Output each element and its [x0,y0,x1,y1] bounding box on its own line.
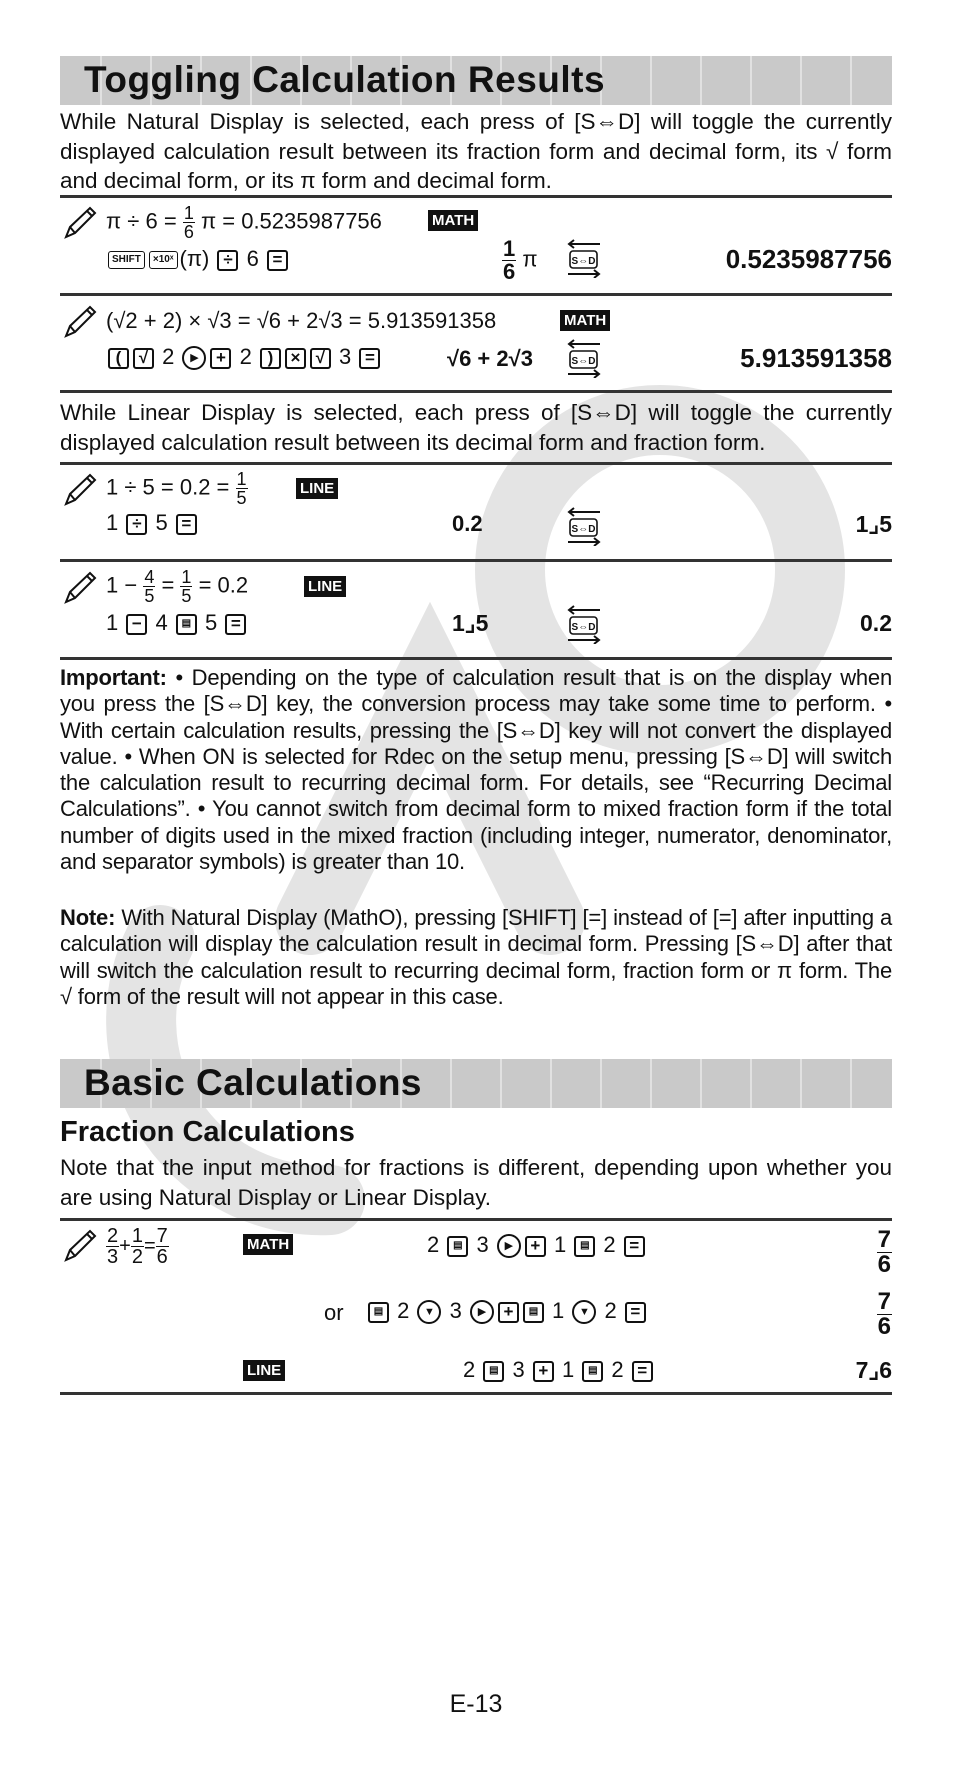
note [60,905,892,1010]
svg-text:S⇔D: S⇔D [571,622,596,633]
fraction-example-expression: $\frac{2}{3}$ + $\frac{1}{2}$ = $\frac{7}{6}$ [107,1225,168,1268]
open-paren-key[interactable]: ( [108,348,129,369]
fraction [156,1226,169,1267]
example-2-expression: (√2 + 2) × √3 = √6 + 2√3 = 5.913591358 [106,308,497,333]
fraction-key[interactable]: ▤ [574,1236,595,1257]
numerator: 4 [144,567,155,587]
expr-part: π = 0.5235987756 [200,208,382,234]
toggle-arrows-icon [564,604,604,644]
fraction [236,470,248,507]
denominator: 6 [503,259,516,284]
fraction-key[interactable]: ▤ [368,1302,389,1323]
intro-linear: While Linear Display is selected, each press of [S⇔D] will toggle the currently displayed calculation result between its decimal form and fraction form. [60,400,892,455]
or-label: or [324,1300,344,1325]
equals-key[interactable]: = [359,348,380,369]
note-text: With Natural Display (MathO), pressing [SHIFT] [=] instead of [=] after inputting a calculation will display the calculation result in decimal form. Pressing [S⇔D] after that will switch the calculation result to recurring decimal form, fraction form or π form. The √ form of the result will not appear in this case. [60,905,892,1009]
fraction-keys-row-1: 2 ▤ 3 ▶ + 1 ▤ 2 = [427,1232,647,1258]
sqrt-key[interactable]: √ [133,348,154,369]
example-3-result-right: 1⌟5 [855,511,892,537]
math-mode-badge: MATH [560,310,610,331]
math-mode-badge: MATH [428,210,478,231]
numerator: 1 [131,1225,143,1247]
divider [60,195,892,198]
line-mode-badge: LINE [296,478,338,499]
expr-part: 1 ÷ 5 = 0.2 = [106,474,230,500]
numerator: 7 [156,1225,168,1247]
equals-key[interactable]: = [267,250,288,271]
numerator: 1 [181,567,192,587]
equals-key[interactable]: = [632,1361,653,1382]
fraction-key[interactable]: ▤ [447,1236,468,1257]
divider [60,462,892,465]
plus-key[interactable]: + [210,348,231,369]
pi-suffix: π [522,246,538,272]
example-2-result-left: √6 + 2√3 [447,346,533,371]
fraction [877,1228,892,1277]
numerator: 7 [877,1226,891,1253]
toggle-arrows-icon [564,338,604,378]
example-2-keys: ( √ 2 ▶ + 2 ) × √ 3 = [106,344,382,370]
line-mode-badge: LINE [304,576,346,597]
plus-key[interactable]: + [525,1236,546,1257]
subsection-title: Fraction Calculations [60,1116,355,1148]
fraction [180,568,192,605]
multiply-key[interactable]: × [285,348,306,369]
numerator: 1 [236,469,247,489]
pencil-icon [62,472,98,508]
divider [60,559,892,562]
equals-key[interactable]: = [624,1236,645,1257]
section-title: Toggling Calculation Results [84,59,606,100]
example-1-result-right: 0.5235987756 [725,244,892,274]
fraction-key[interactable]: ▤ [483,1361,504,1382]
fraction-result-1 [877,1228,892,1277]
fraction-result-3: 7⌟6 [855,1357,892,1383]
fraction-keys-row-2: ▤ 2 ▼ 3 ▶ + ▤ 1 ▼ 2 = [366,1298,648,1324]
equals-key[interactable]: = [225,614,246,635]
example-4-keys: 1 − 4 ▤ 5 = [106,610,248,636]
page-number: E-13 [449,1690,503,1718]
expr-part: π ÷ 6 = [106,208,177,234]
denominator: 2 [131,1246,143,1268]
divider [60,657,892,660]
example-1-result-left [502,238,538,283]
denominator: 6 [877,1313,891,1340]
important-label: Important: [60,665,167,690]
fraction [106,1226,119,1267]
close-paren-key[interactable]: ) [260,348,281,369]
divider [60,1218,892,1221]
right-arrow-key[interactable]: ▶ [182,346,206,370]
section-header [60,1059,892,1108]
svg-text:S⇔D: S⇔D [571,524,596,535]
svg-text:S⇔D: S⇔D [571,256,596,267]
down-arrow-key[interactable]: ▼ [572,1300,596,1324]
example-1-expression [106,204,382,241]
numerator: 2 [107,1225,119,1247]
denominator: 5 [144,586,155,606]
example-2-result-right: 5.913591358 [740,343,892,373]
pi-label: (π) [179,246,210,271]
divider [60,293,892,296]
example-4-result-right: 0.2 [860,610,892,636]
manual-page [60,0,892,1771]
down-arrow-key[interactable]: ▼ [417,1300,441,1324]
right-arrow-key[interactable]: ▶ [470,1300,494,1324]
denominator: 6 [877,1251,891,1278]
fraction [183,204,195,241]
example-4-expression: 1 − $\frac{4}{5}$ = $\frac{1}{5}$ = 0.2 [106,567,249,606]
line-mode-badge: LINE [243,1360,285,1381]
important-note [60,665,892,875]
section-title: Basic Calculations [84,1062,423,1103]
divide-key[interactable]: ÷ [217,250,238,271]
shift-key[interactable]: SHIFT [108,251,145,269]
minus-key[interactable]: − [126,614,147,635]
svg-text:S⇔D: S⇔D [571,356,596,367]
pencil-icon [62,205,98,241]
pencil-icon [62,304,98,340]
toggle-arrows-icon [564,238,604,278]
plus-key[interactable]: + [533,1361,554,1382]
denominator: 3 [107,1246,119,1268]
intro-natural: While Natural Display is selected, each press of [S⇔D] will toggle the currently displayed calculation result between its fraction form and decimal form, its √ form and decimal form, or its π form and decimal form. [60,109,892,193]
numerator: 1 [183,203,194,223]
divide-key[interactable]: ÷ [126,514,147,535]
fraction-intro: Note that the input method for fractions is different, depending upon whether you are using Natural Display or Linear Display. [60,1155,892,1210]
equals-key[interactable]: = [625,1302,646,1323]
example-4-result-left: 1⌟5 [452,610,489,636]
example-3-keys: 1 ÷ 5 = [106,510,199,536]
section-header [60,56,892,105]
right-arrow-key[interactable]: ▶ [497,1234,521,1258]
expr-part: 1 − [106,572,138,598]
fraction [502,238,516,283]
fraction [131,1226,144,1267]
fraction-key[interactable]: ▤ [176,614,197,635]
fraction-result-2 [877,1290,892,1339]
denominator: 5 [181,586,192,606]
x10-key[interactable]: ×10ˣ [149,251,178,269]
fraction [143,568,155,605]
note-label: Note: [60,905,116,930]
math-mode-badge: MATH [243,1234,293,1255]
example-3-expression [106,470,248,507]
denominator: 5 [236,488,247,508]
plus-key[interactable]: + [498,1302,519,1323]
toggle-arrows-icon [564,506,604,546]
pencil-icon [62,570,98,606]
example-1-keys: SHIFT ×10ˣ (π) ÷ 6 = [106,246,290,272]
expr-part: = 0.2 [198,572,249,598]
sqrt-key[interactable]: √ [310,348,331,369]
numerator: 1 [503,236,516,261]
fraction-key[interactable]: ▤ [523,1302,544,1323]
denominator: 6 [156,1246,168,1268]
numerator: 7 [877,1288,891,1315]
fraction-key[interactable]: ▤ [582,1361,603,1382]
denominator: 6 [183,222,194,242]
example-3-result-left: 0.2 [452,511,483,536]
fraction-keys-row-3: 2 ▤ 3 + 1 ▤ 2 = [463,1357,655,1383]
important-text: • Depending on the type of calculation result that is on the display when you press the [S⇔D] key, the conversion process may take some time to perform. • With certain calculation results, pressing the [S⇔D] key will not convert the displayed value. • When ON is selected for Rdec on the setup menu, pressing [S⇔D] will switch the calculation result to recurring decimal form. For details, see “Recurring Decimal Calculations”. • You cannot switch from decimal form to mixed fraction form if the total number of digits used in the mixed fraction (including integer, numerator, denominator, and separator symbols) is greater than 10. [60,665,892,875]
pencil-icon [62,1228,98,1264]
divider [60,1392,892,1395]
fraction [877,1290,892,1339]
equals-key[interactable]: = [176,514,197,535]
divider [60,390,892,393]
